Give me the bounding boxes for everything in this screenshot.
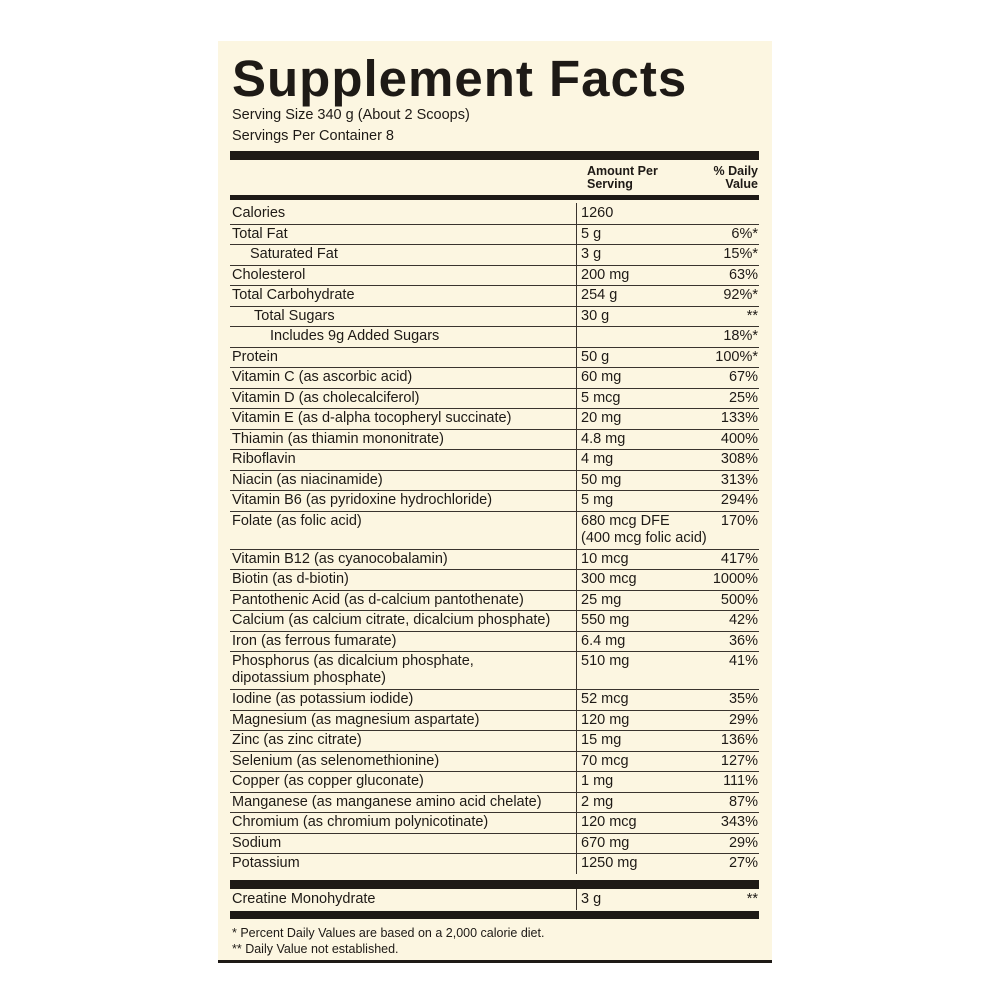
table-row <box>232 388 758 409</box>
table-row <box>232 569 758 590</box>
nutrient-daily-value: 87% <box>728 793 758 810</box>
nutrient-daily-value: 111% <box>723 773 758 789</box>
column-divider <box>576 306 577 327</box>
nutrient-amount: 550 mg <box>581 612 630 628</box>
nutrient-name: Vitamin D (as cholecalciferol) <box>232 389 420 406</box>
nutrient-daily-value: 35% <box>728 691 758 707</box>
table-row <box>232 408 758 429</box>
nutrient-amount: 510 mg <box>581 653 630 669</box>
table-row <box>232 853 758 874</box>
column-divider <box>576 429 577 450</box>
column-divider <box>576 631 577 652</box>
nutrient-name: Vitamin B6 (as pyridoxine hydrochloride) <box>232 492 493 508</box>
nutrient-daily-value: ** <box>746 891 758 907</box>
nutrient-daily-value: 133% <box>720 410 758 426</box>
top-thick-rule <box>230 151 759 160</box>
nutrient-daily-value: 18%* <box>723 328 758 344</box>
amount-per-serving-header: Amount Per Serving <box>587 164 658 191</box>
column-divider <box>576 449 577 470</box>
nutrient-daily-value: 63% <box>728 266 758 283</box>
nutrient-amount: 2 mg <box>581 793 614 810</box>
column-divider <box>576 408 577 429</box>
nutrient-name: Cholesterol <box>232 266 306 283</box>
nutrient-amount: 120 mcg <box>581 814 637 830</box>
nutrient-daily-value: 136% <box>720 732 758 748</box>
column-divider <box>576 689 577 710</box>
nutrient-name: Thiamin (as thiamin mononitrate) <box>232 430 444 447</box>
servings-per-container: Servings Per Container 8 <box>232 128 394 144</box>
nutrient-daily-value: 67% <box>728 369 758 385</box>
column-divider <box>576 590 577 611</box>
nutrient-name: Copper (as copper gluconate) <box>232 773 424 789</box>
supplement-facts-label <box>218 41 772 963</box>
column-divider <box>576 388 577 409</box>
nutrient-name: Creatine Monohydrate <box>232 891 376 907</box>
nutrient-amount: 5 g <box>581 225 602 242</box>
column-divider <box>576 651 577 689</box>
nutrient-name: Calories <box>232 205 286 221</box>
table-row <box>232 651 758 689</box>
nutrient-amount: 4 mg <box>581 451 614 467</box>
nutrient-amount: 25 mg <box>581 591 622 608</box>
nutrient-name: Magnesium (as magnesium aspartate) <box>232 711 480 728</box>
serving-size: Serving Size 340 g (About 2 Scoops) <box>232 107 470 123</box>
column-divider <box>576 511 577 549</box>
nutrient-daily-value: 313% <box>720 471 758 488</box>
nutrient-amount: 6.4 mg <box>581 632 626 649</box>
nutrient-amount: 1260 <box>581 205 614 221</box>
nutrient-name: Vitamin E (as d-alpha tocopheryl succinate) <box>232 410 512 426</box>
header-rule <box>230 195 759 200</box>
nutrient-amount: 20 mg <box>581 410 622 426</box>
nutrient-daily-value: ** <box>746 307 758 324</box>
nutrient-name: Selenium (as selenomethionine) <box>232 752 440 769</box>
nutrient-amount-detail: (400 mcg folic acid) <box>581 529 707 546</box>
column-divider <box>576 569 577 590</box>
table-row <box>232 449 758 470</box>
nutrient-amount: 10 mcg <box>581 550 629 567</box>
column-divider <box>576 853 577 874</box>
nutrient-name: Potassium <box>232 855 300 871</box>
nutrient-name-continued: dipotassium phosphate) <box>232 670 386 686</box>
table-row <box>232 833 758 854</box>
nutrient-amount: 200 mg <box>581 266 630 283</box>
nutrient-daily-value: 294% <box>720 492 758 508</box>
table-row <box>232 710 758 731</box>
nutrient-name: Biotin (as d-biotin) <box>232 571 349 587</box>
column-divider <box>576 285 577 306</box>
column-divider <box>576 792 577 813</box>
nutrient-daily-value: 92%* <box>723 287 758 303</box>
section-thick-rule <box>230 880 759 889</box>
column-divider <box>576 490 577 511</box>
nutrient-daily-value: 1000% <box>712 571 758 587</box>
nutrient-name: Calcium (as calcium citrate, dicalcium phosphate) <box>232 612 551 628</box>
footnote-percent-dv: * Percent Daily Values are based on a 2,000 calorie diet. <box>232 926 545 940</box>
table-row <box>232 306 758 327</box>
bottom-thick-rule <box>230 911 759 919</box>
table-row-creatine <box>232 889 758 909</box>
column-divider <box>576 610 577 631</box>
nutrient-daily-value: 170% <box>720 512 758 529</box>
column-divider <box>576 326 577 347</box>
table-row <box>232 367 758 388</box>
nutrient-amount: 50 mg <box>581 471 622 488</box>
nutrient-daily-value: 417% <box>720 550 758 567</box>
nutrient-amount: 680 mcg DFE <box>581 512 670 529</box>
nutrient-name: Total Carbohydrate <box>232 287 355 303</box>
nutrient-name: Iron (as ferrous fumarate) <box>232 632 397 649</box>
nutrient-amount: 1250 mg <box>581 855 638 871</box>
nutrient-daily-value: 15%* <box>723 246 758 262</box>
nutrient-daily-value: 36% <box>728 632 758 649</box>
nutrient-daily-value: 41% <box>728 653 758 669</box>
table-row <box>232 730 758 751</box>
table-row <box>232 751 758 772</box>
column-divider <box>576 771 577 792</box>
column-divider <box>576 549 577 570</box>
column-divider <box>576 244 577 265</box>
nutrient-daily-value: 500% <box>720 591 758 608</box>
column-divider <box>576 203 577 224</box>
table-row <box>232 265 758 286</box>
nutrient-name: Manganese (as manganese amino acid chelate) <box>232 793 542 810</box>
table-row <box>232 490 758 511</box>
nutrient-daily-value: 29% <box>728 834 758 851</box>
nutrient-daily-value: 343% <box>720 814 758 830</box>
column-divider <box>576 224 577 245</box>
nutrient-name: Vitamin C (as ascorbic acid) <box>232 369 413 385</box>
nutrient-daily-value: 25% <box>728 389 758 406</box>
nutrient-amount: 15 mg <box>581 732 622 748</box>
column-divider <box>576 889 577 910</box>
column-divider <box>576 751 577 772</box>
column-divider <box>576 367 577 388</box>
nutrient-name: Total Sugars <box>254 307 335 324</box>
nutrient-amount: 50 g <box>581 348 610 365</box>
nutrient-name: Protein <box>232 348 278 365</box>
nutrient-daily-value: 127% <box>720 752 758 769</box>
nutrient-daily-value: 100%* <box>715 348 758 365</box>
table-row <box>232 771 758 792</box>
nutrient-amount: 70 mcg <box>581 752 629 769</box>
table-row <box>232 812 758 833</box>
nutrient-name: Includes 9g Added Sugars <box>270 328 440 344</box>
table-row <box>232 689 758 710</box>
nutrient-name: Iodine (as potassium iodide) <box>232 691 414 707</box>
nutrient-name: Chromium (as chromium polynicotinate) <box>232 814 489 830</box>
nutrient-name: Total Fat <box>232 225 288 242</box>
table-row <box>232 429 758 450</box>
nutrient-amount: 254 g <box>581 287 618 303</box>
table-row <box>232 511 758 549</box>
nutrient-name: Niacin (as niacinamide) <box>232 471 383 488</box>
nutrient-name: Vitamin B12 (as cyanocobalamin) <box>232 550 448 567</box>
label-title: Supplement Facts <box>232 50 688 107</box>
footnote-dv-not-established: ** Daily Value not established. <box>232 942 399 956</box>
nutrient-amount: 3 g <box>581 891 602 907</box>
column-divider <box>576 833 577 854</box>
table-row <box>232 631 758 652</box>
column-divider <box>576 730 577 751</box>
column-divider <box>576 470 577 491</box>
table-row <box>232 470 758 491</box>
nutrient-daily-value: 27% <box>728 855 758 871</box>
nutrient-amount: 30 g <box>581 307 610 324</box>
column-divider <box>576 265 577 286</box>
nutrient-daily-value: 6%* <box>731 225 758 242</box>
nutrient-name: Saturated Fat <box>250 246 338 262</box>
nutrient-daily-value: 308% <box>720 451 758 467</box>
table-row <box>232 326 758 347</box>
nutrient-name: Folate (as folic acid) <box>232 512 362 529</box>
nutrient-name: Pantothenic Acid (as d-calcium pantothenate) <box>232 591 524 608</box>
nutrient-amount: 5 mcg <box>581 389 621 406</box>
nutrient-amount: 120 mg <box>581 711 630 728</box>
nutrient-amount: 52 mcg <box>581 691 629 707</box>
table-row <box>232 244 758 265</box>
table-row <box>232 203 758 224</box>
nutrient-daily-value: 29% <box>728 711 758 728</box>
nutrient-name: Zinc (as zinc citrate) <box>232 732 362 748</box>
nutrient-amount: 4.8 mg <box>581 430 626 447</box>
nutrient-name: Riboflavin <box>232 451 296 467</box>
daily-value-header: % Daily Value <box>713 164 758 191</box>
nutrient-amount: 300 mcg <box>581 571 637 587</box>
nutrient-amount: 3 g <box>581 246 602 262</box>
table-row <box>232 792 758 813</box>
nutrient-amount: 60 mg <box>581 369 622 385</box>
table-row <box>232 549 758 570</box>
table-row <box>232 610 758 631</box>
column-divider <box>576 710 577 731</box>
table-row <box>232 285 758 306</box>
nutrient-name: Phosphorus (as dicalcium phosphate, <box>232 653 474 669</box>
column-divider <box>576 812 577 833</box>
column-divider <box>576 347 577 368</box>
table-row <box>232 590 758 611</box>
nutrient-amount: 1 mg <box>581 773 614 789</box>
nutrient-amount: 670 mg <box>581 834 630 851</box>
nutrient-amount: 5 mg <box>581 492 614 508</box>
nutrient-daily-value: 42% <box>728 612 758 628</box>
nutrient-daily-value: 400% <box>720 430 758 447</box>
table-row <box>232 347 758 368</box>
nutrient-name: Sodium <box>232 834 282 851</box>
table-row <box>232 224 758 245</box>
